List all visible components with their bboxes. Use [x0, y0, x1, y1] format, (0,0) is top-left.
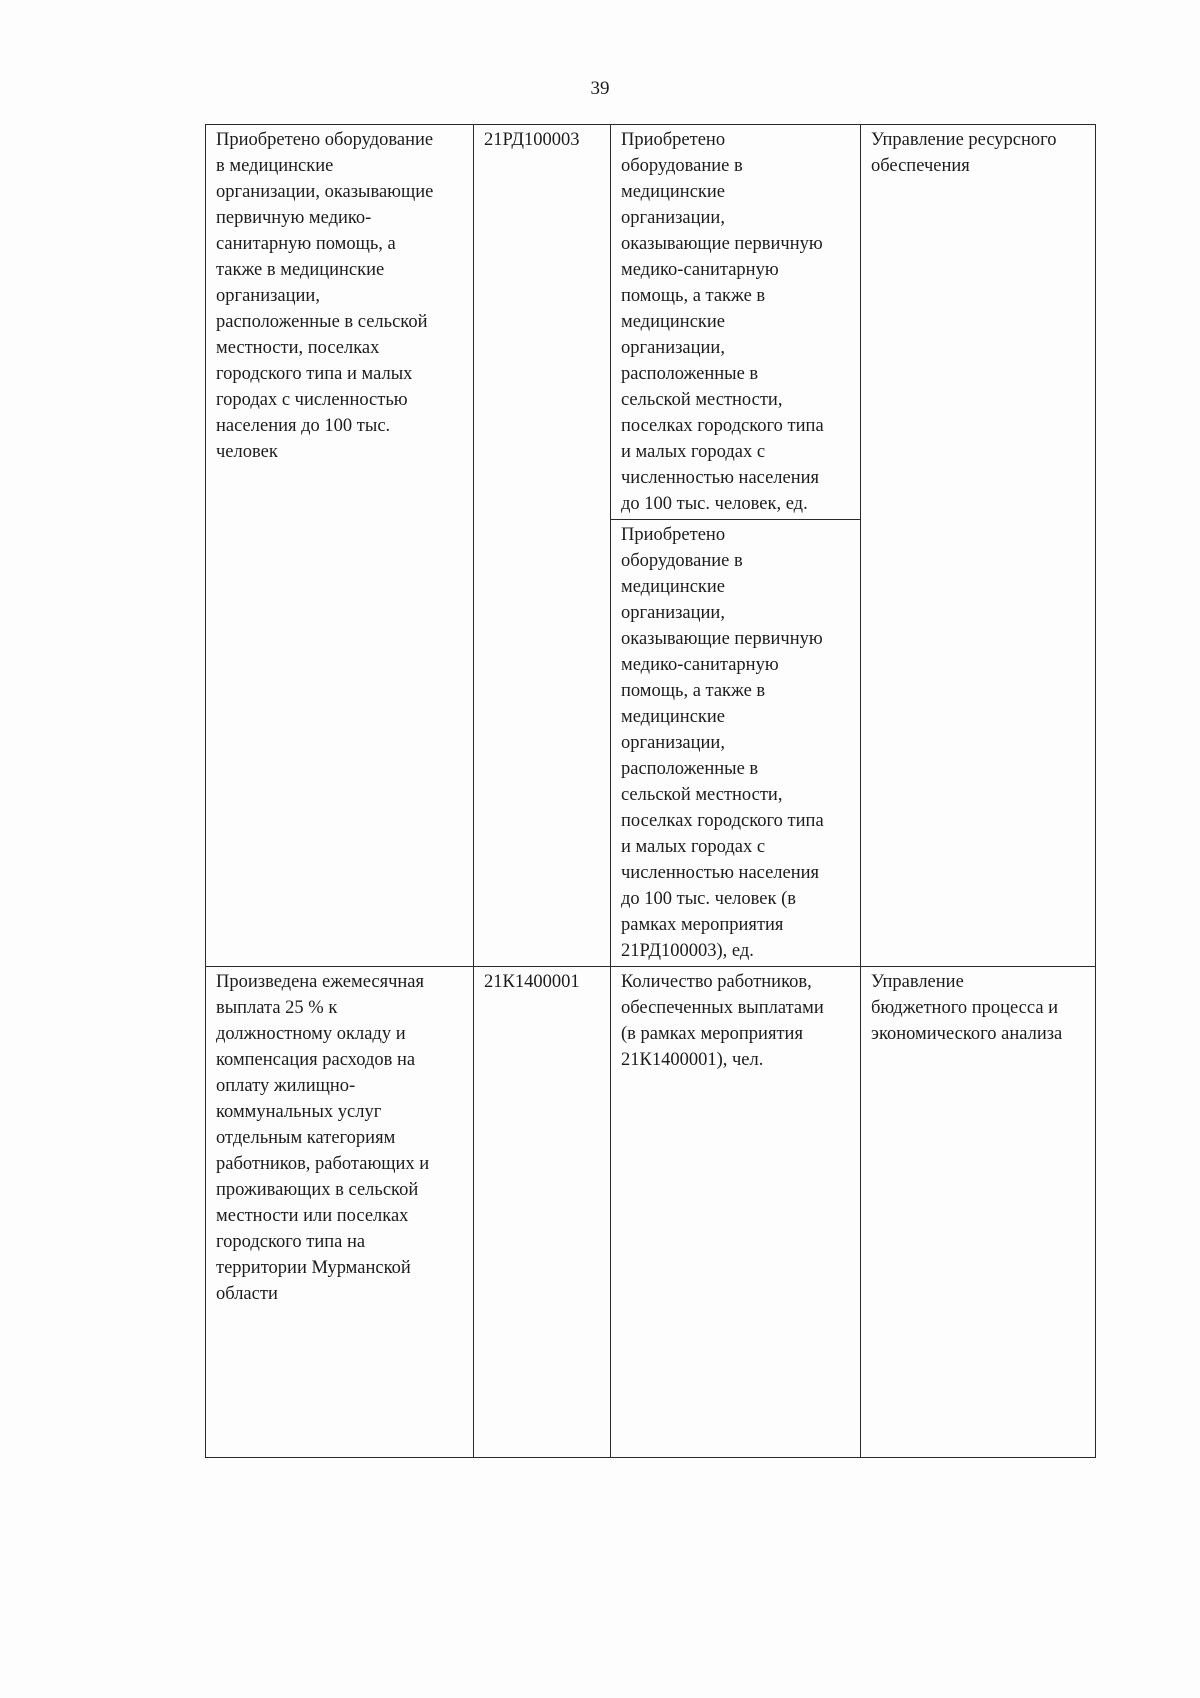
indicator-cell	[611, 520, 861, 967]
measures-table	[205, 124, 1096, 1458]
page-number: 39	[590, 78, 610, 99]
code-cell	[474, 125, 611, 967]
table-row	[206, 967, 1096, 1458]
indicator-text: Приобретено оборудование в медицинские организации, оказывающие первичную медико-санитарную помощь, а также в медицинские организации, расположенные в сельской местности, поселках городского типа и малых городах с численностью населения до 100 тыс. человек, ед.	[621, 130, 824, 514]
indicator-cell	[611, 125, 861, 520]
indicator-text: Приобретено оборудование в медицинские организации, оказывающие первичную медико-санитарную помощь, а также в медицинские организации, расположенные в сельской местности, поселках городского типа и малых городах с численностью населения до 100 тыс. человек (в рамках мероприятия 21РД100003), ед.	[621, 525, 824, 961]
responsible-text: Управление ресурсного обеспечения	[871, 130, 1057, 176]
indicator-cell	[611, 967, 861, 1458]
table-row	[206, 125, 1096, 520]
measure-text: Произведена ежемесячная выплата 25 % к должностному окладу и компенсация расходов на оплату жилищно- коммунальных услуг отдельным категориям работников, работающих и проживающих в сельской местности или поселках городского типа на территории Мурманской области	[216, 972, 430, 1304]
responsible-cell	[861, 967, 1096, 1458]
responsible-cell	[861, 125, 1096, 967]
indicator-text: Количество работников, обеспеченных выплатами (в рамках мероприятия 21К1400001), чел.	[621, 972, 824, 1070]
measure-code: 21РД100003	[484, 130, 580, 150]
code-cell	[474, 967, 611, 1458]
measure-code: 21К1400001	[484, 972, 580, 992]
measure-cell	[206, 967, 474, 1458]
measure-text: Приобретено оборудование в медицинские организации, оказывающие первичную медико- санитарную помощь, а также в медицинские организации, расположенные в сельской местности, поселках городского типа и малых городах с численностью населения до 100 тыс. человек	[216, 130, 434, 462]
measure-cell	[206, 125, 474, 967]
responsible-text: Управление бюджетного процесса и экономического анализа	[871, 972, 1063, 1044]
